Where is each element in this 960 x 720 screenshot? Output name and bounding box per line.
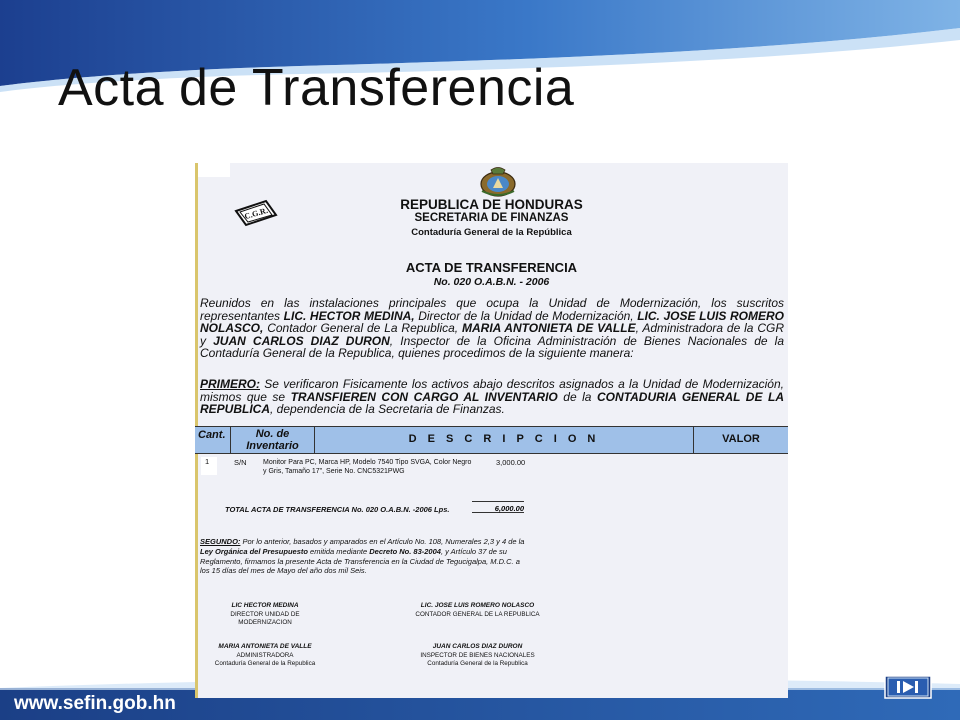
country-heading: REPUBLICA DE HONDURAS [400, 197, 583, 212]
signature-org: Contaduría General de la Republica [427, 660, 528, 667]
stamp-text: C.G.R. [243, 205, 269, 222]
signature-name: MARIA ANTONIETA DE VALLE [218, 643, 312, 650]
scanned-document [195, 163, 788, 698]
segundo-paragraph [200, 537, 530, 576]
signature-role: ADMINISTRADORA [236, 651, 294, 659]
row-quantity: 1 [201, 457, 217, 475]
signatory-name: LIC. JOSE LUIS ROMERO NOLASCO, [200, 308, 785, 336]
clause-label: SEGUNDO: [200, 537, 241, 546]
signature-block [205, 602, 325, 628]
primero-paragraph [200, 378, 784, 416]
row-inventory-number: S/N [234, 458, 247, 467]
signature-name: JUAN CARLOS DIAZ DURON [432, 643, 523, 650]
signature-org: Contaduría General de la Republica [214, 660, 316, 667]
document-number: No. 020 O.A.B.N. - 2006 [433, 276, 550, 288]
paragraph-text: , Inspector de la Oficina Administración de Bienes Nacionales de la Contaduría General de la Republica, quienes procedimos de la siguiente manera: [200, 333, 784, 361]
inventory-table-header [195, 426, 788, 454]
slide-title: Acta de Transferencia [58, 59, 575, 117]
footer-website-url: www.sefin.gob.hn [14, 693, 176, 714]
signatory-name: MARIA ANTONIETA DE VALLE [462, 321, 636, 336]
signature-role: CONTADOR GENERAL DE LA REPUBLICA [415, 610, 540, 618]
paragraph-text: Contador General de La Republica, [263, 321, 462, 336]
total-label: TOTAL ACTA DE TRANSFERENCIA No. 020 O.A.B.N. -2006 Lps. [225, 505, 450, 514]
intro-paragraph [200, 297, 784, 360]
paragraph-text: Director de la Unidad de Modernización, [414, 308, 638, 323]
row-value: 3,000.00 [496, 458, 526, 467]
emphasis-text: Decreto No. 83-2004 [369, 546, 441, 556]
document-corner [198, 163, 230, 177]
signature-role: DIRECTOR UNIDAD DE MODERNIZACION [230, 610, 300, 626]
clause-label: PRIMERO: [200, 377, 260, 391]
paragraph-text: Reunidos en las instalaciones principales que ocupa la Unidad de Modernización, los suscritos representantes [200, 296, 784, 323]
paragraph-text: de la [557, 389, 597, 404]
paragraph-text: , y Artículo 37 de su Reglamento, firmamos la presente Acta de Transferencia en la Ciudad de Tegucigalpa, M.D.C. a los 15 días del mes de Mayo del año dos mil Seis. [200, 546, 520, 576]
paragraph-text: emitida mediante [307, 546, 370, 556]
signature-block [395, 602, 560, 619]
col-header-inventory: No. de Inventario [231, 427, 315, 453]
emphasis-text: TRANSFIEREN CON CARGO AL INVENTARIO [290, 389, 558, 404]
paragraph-text: Por lo anterior, basados y amparados en el Artículo No. 108, Numerales 2,3 y 4 de la [240, 537, 525, 546]
emphasis-text: CONTADURIA GENERAL DE LA REPUBLICA [200, 389, 784, 417]
paragraph-text: Se verificaron Fisicamente los activos abajo descritos asignados a la Unidad de Modernización, mismos que se [200, 377, 784, 404]
ministry-heading: SECRETARIA DE FINANZAS [414, 212, 569, 224]
office-heading: Contaduría General de la República [411, 227, 572, 238]
row-description: Monitor Para PC, Marca HP, Modelo 7540 Tipo SVGA, Color Negro y Gris, Tamaño 17", Serie No. CNC5321PWG [263, 459, 472, 475]
coat-of-arms-icon [476, 165, 520, 199]
paragraph-text: , Administradora de la CGR y [200, 321, 784, 348]
signatory-name: JUAN CARLOS DIAZ DURON [213, 333, 390, 348]
signature-name: LIC. JOSE LUIS ROMERO NOLASCO [420, 602, 535, 609]
signature-role: INSPECTOR DE BIENES NACIONALES [420, 651, 535, 659]
signatory-name: LIC. HECTOR MEDINA, [283, 308, 415, 323]
emphasis-text: Ley Orgánica del Presupuesto [200, 546, 308, 556]
col-header-value: VALOR [722, 433, 760, 445]
signature-block [395, 643, 560, 669]
col-header-description: D E S C R I P C I O N [315, 427, 694, 453]
table-row [195, 455, 788, 495]
total-value: 6,000.00 [472, 501, 524, 513]
paragraph-text: , dependencia de la Secretaria de Finanzas. [270, 402, 505, 417]
signature-block [205, 643, 325, 669]
signature-name: LIC HECTOR MEDINA [231, 602, 299, 609]
col-header-cant: Cant. [195, 427, 231, 453]
document-title: ACTA DE TRANSFERENCIA [405, 260, 578, 275]
next-slide-icon[interactable] [884, 675, 932, 699]
